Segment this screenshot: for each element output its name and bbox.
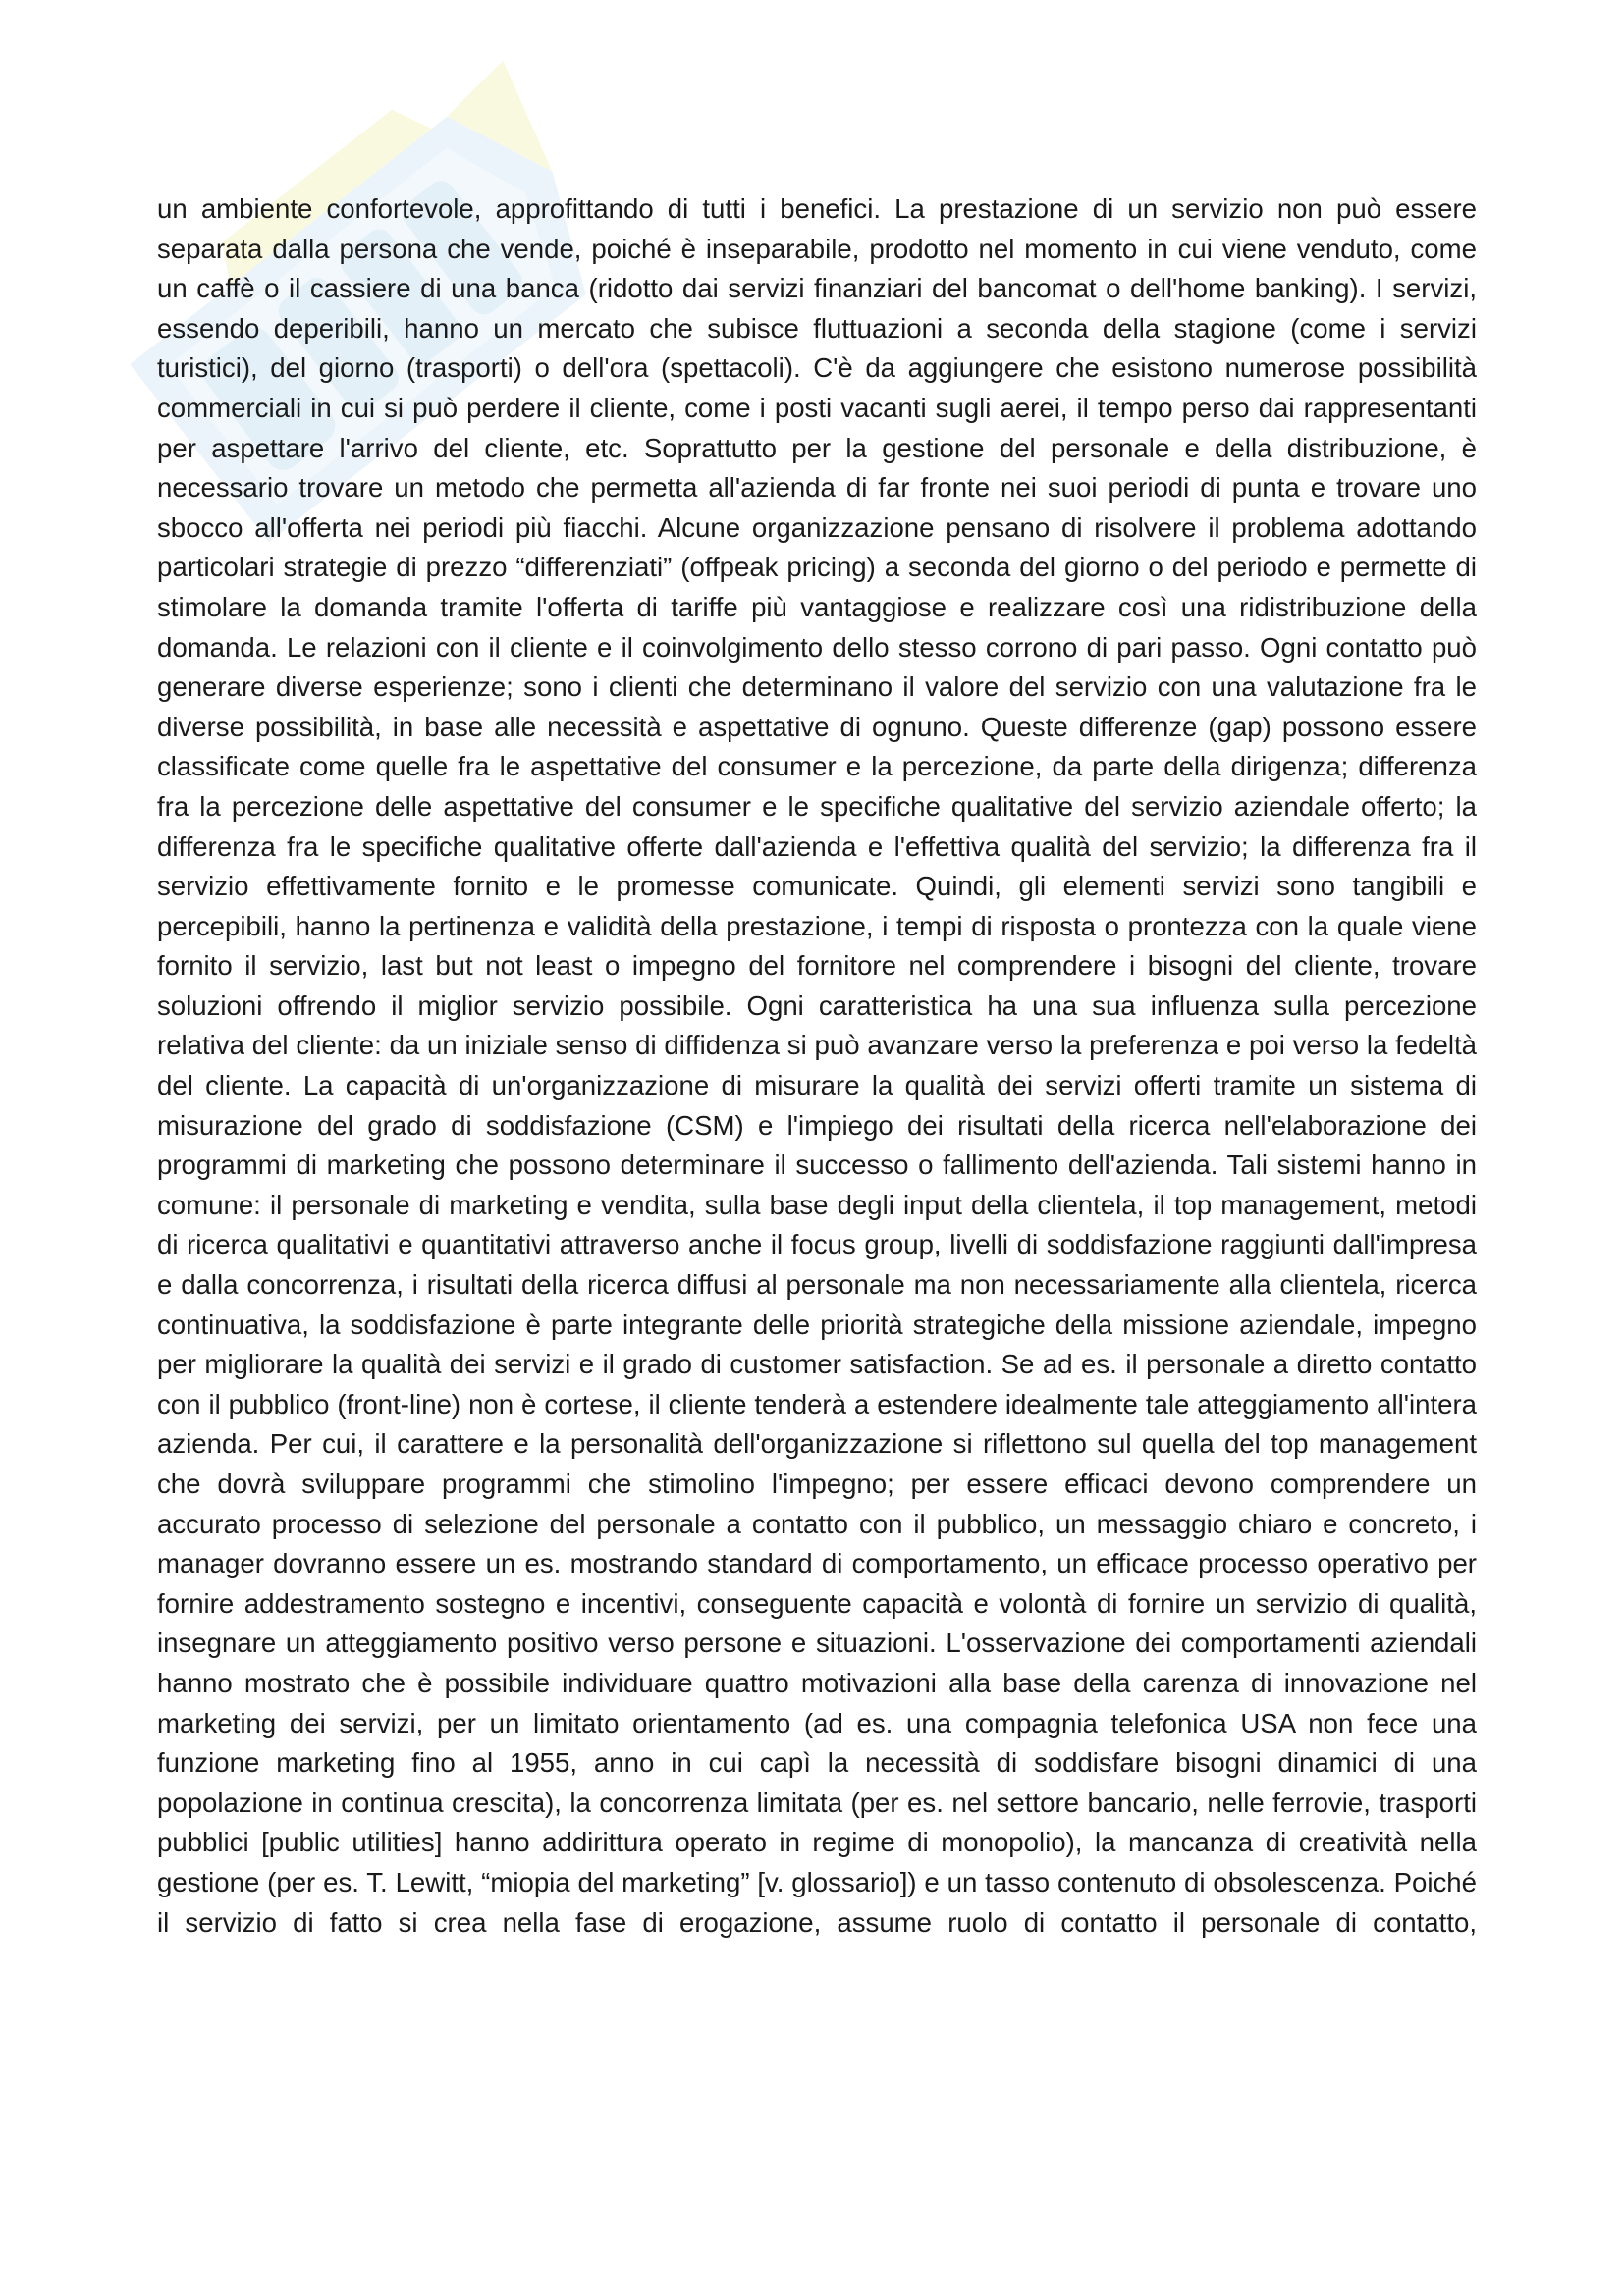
body-paragraph: un ambiente confortevole, approfittando di tutti i benefici. La prestazione di un servizio non può essere separata dalla persona che vende, poiché è inseparabile, prodotto nel momento in cui viene venduto, come un caffè o il cassiere di una banca (ridotto dai servizi finanziari del bancomat o dell'home banking). I servizi, essendo deperibili, hanno un mercato che subisce fluttuazioni a seconda della stagione (come i servizi turistici), del giorno (trasporti) o dell'ora (spettacoli). C'è da aggiungere che esistono numerose possibilità commerciali in cui si può perdere il cliente, come i posti vacanti sugli aerei, il tempo perso dai rappresentanti per aspettare l'arrivo del cliente, etc. Soprattutto per la gestione del personale e della distribuzione, è necessario trovare un metodo che permetta all'azienda di far fronte nei suoi periodi di punta e trovare uno sbocco all'offerta nei periodi più fiacchi. Alcune organizzazione pensano di risolvere il problema adottando particolari strategie di prezzo “differenziati” (offpeak pricing) a seconda del giorno o del periodo e permette di stimolare la domanda tramite l'offerta di tariffe più vantaggiose e realizzare così una ridistribuzione della domanda. Le relazioni con il cliente e il coinvolgimento dello stesso corrono di pari passo. Ogni contatto può generare diverse esperienze; sono i clienti che determinano il valore del servizio con una valutazione fra le diverse possibilità, in base alle necessità e aspettative di ognuno. Queste differenze (gap) possono essere classificate come quelle fra le aspettative del consumer e la percezione, da parte della dirigenza; differenza fra la percezione delle aspettative del consumer e le specifiche qualitative del servizio aziendale offerto; la differenza fra le specifiche qualitative offerte dall'azienda e l'effettiva qualità del servizio; la differenza fra il servizio effettivamente fornito e le promesse comunicate. Quindi, gli elementi servizi sono tangibili e percepibili, hanno la pertinenza e validità della prestazione, i tempi di risposta o prontezza con la quale viene fornito il servizio, last but not least o impegno del fornitore nel comprendere i bisogni del cliente, trovare soluzioni offrendo il miglior servizio possibile. Ogni caratteristica ha una sua influenza sulla percezione relativa del cliente: da un iniziale senso di diffidenza si può avanzare verso la preferenza e poi verso la fedeltà del cliente. La capacità di un'organizzazione di misurare la qualità dei servizi offerti tramite un sistema di misurazione del grado di soddisfazione (CSM) e l'impiego dei risultati della ricerca nell'elaborazione dei programmi di marketing che possono determinare il successo o fallimento dell'azienda. Tali sistemi hanno in comune: il personale di marketing e vendita, sulla base degli input della clientela, il top management, metodi di ricerca qualitativi e quantitativi attraverso anche il focus group, livelli di soddisfazione raggiunti dall'impresa e dalla concorrenza, i risultati della ricerca diffusi al personale ma non necessariamente alla clientela, ricerca continuativa, la soddisfazione è parte integrante delle priorità strategiche della missione aziendale, impegno per migliorare la qualità dei servizi e il grado di customer satisfaction. Se ad es. il personale a diretto contatto con il pubblico (front-line) non è cortese, il cliente tenderà a estendere idealmente tale atteggiamento all'intera azienda. Per cui, il carattere e la personalità dell'organizzazione si riflettono sul quella del top management che dovrà sviluppare programmi che stimolino l'impegno; per essere efficaci devono comprendere un accurato processo di selezione del personale a contatto con il pubblico, un messaggio chiaro e concreto, i manager dovranno essere un es. mostrando standard di comportamento, un efficace processo operativo per fornire addestramento sostegno e incentivi, conseguente capacità e volontà di fornire un servizio di qualità, insegnare un atteggiamento positivo verso persone e situazioni. L'osservazione dei comportamenti aziendali hanno mostrato che è possibile individuare quattro motivazioni alla base della carenza di innovazione nel marketing dei servizi, per un limitato orientamento (ad es. una compagnia telefonica USA non fece una funzione marketing fino al 1955, anno in cui capì la necessità di soddisfare bisogni dinamici di una popolazione in continua crescita), la concorrenza limitata (per es. nel settore bancario, nelle ferrovie, trasporti pubblici [public utilities] hanno addirittura operato in regime di monopolio), la mancanza di creatività nella gestione (per es. T. Lewitt, “miopia del marketing” [v. glossario]) e un tasso contenuto di obsolescenza. Poiché il servizio di fatto si crea nella fase di erogazione, assume ruolo di contatto il personale di contatto, (157, 193, 1477, 1938)
